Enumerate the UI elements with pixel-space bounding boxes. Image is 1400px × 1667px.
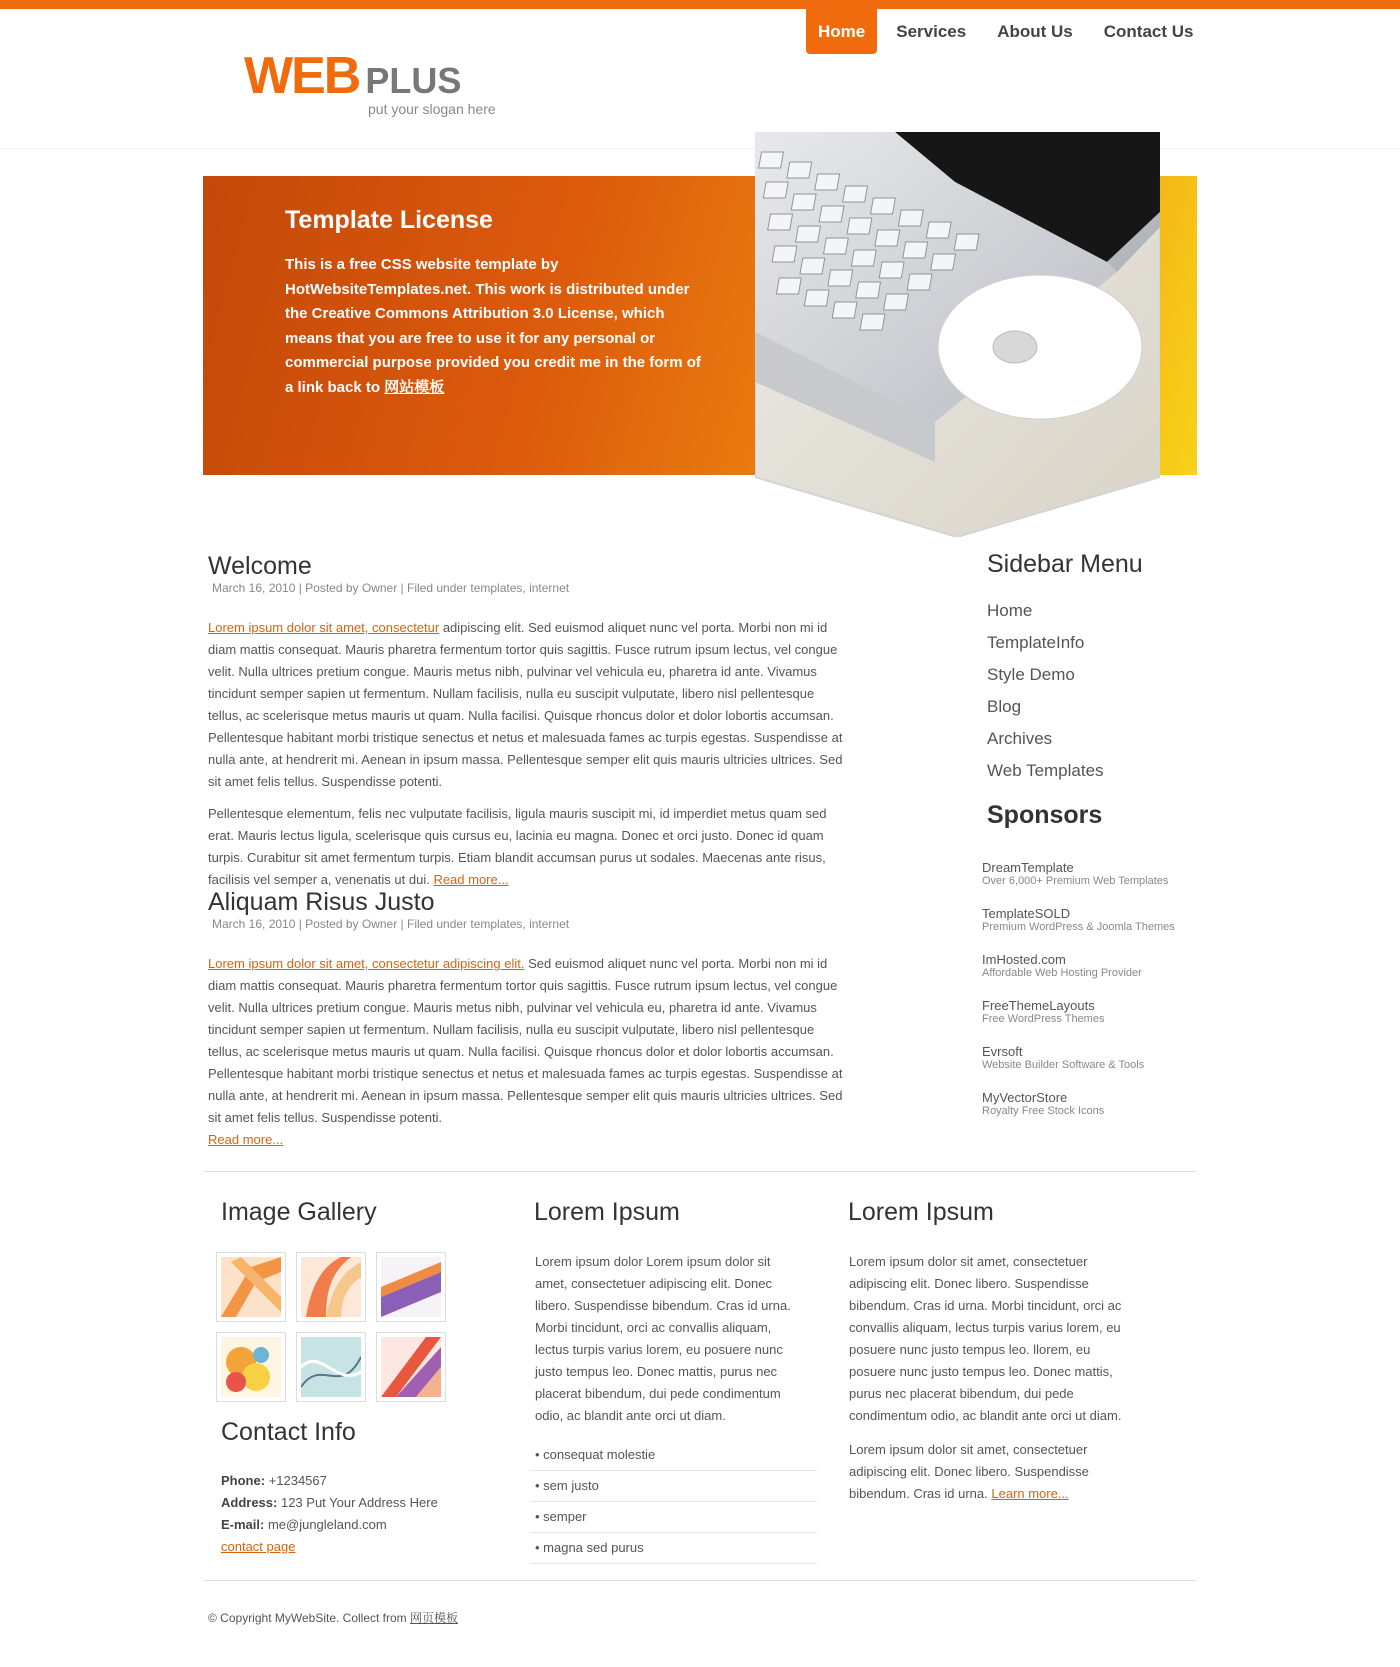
- contact-info: [221, 1470, 438, 1558]
- sponsor-desc: Over 6,000+ Premium Web Templates: [982, 875, 1169, 887]
- post-body: [208, 953, 848, 1151]
- contact-title: Contact Info: [221, 1418, 356, 1446]
- footer-divider: [203, 1580, 1197, 1581]
- sponsor-item[interactable]: [982, 906, 1207, 933]
- post-lead-link[interactable]: Lorem ipsum dolor sit amet, consectetur adipiscing elit.: [208, 956, 525, 971]
- contact-address: [221, 1492, 438, 1514]
- sponsor-desc: Royalty Free Stock Icons: [982, 1105, 1105, 1117]
- sponsor-desc: Free WordPress Themes: [982, 1013, 1105, 1025]
- learn-more-link[interactable]: Learn more...: [991, 1486, 1069, 1501]
- col3-text-2: [849, 1439, 1134, 1505]
- post-paragraph: [208, 953, 848, 1129]
- logo-plus-text: PLUS: [365, 60, 462, 101]
- post-body: [208, 617, 848, 891]
- sponsor-desc: Affordable Web Hosting Provider: [982, 967, 1142, 979]
- banner-title: Template License: [285, 206, 493, 234]
- top-accent-bar: [0, 0, 1400, 9]
- sidebar-item-templateinfo[interactable]: TemplateInfo: [987, 633, 1085, 652]
- nav-services[interactable]: Services: [896, 21, 967, 41]
- gallery-thumb[interactable]: [296, 1332, 366, 1402]
- gallery-thumb[interactable]: [376, 1252, 446, 1322]
- post-meta: March 16, 2010 | Posted by Owner | Filed under templates, internet: [212, 917, 570, 931]
- header-divider: [0, 148, 1400, 149]
- post-paragraph: [208, 803, 848, 891]
- phone-label: Phone:: [221, 1473, 266, 1488]
- sidebar-item-style-demo[interactable]: Style Demo: [987, 665, 1075, 684]
- col2-bullet-list: [530, 1440, 817, 1564]
- sponsor-name[interactable]: Evrsoft: [982, 1044, 1023, 1059]
- address-label: Address:: [221, 1495, 278, 1510]
- content-divider: [203, 1171, 1197, 1172]
- logo-web-text: WEB: [244, 47, 360, 105]
- sponsor-item[interactable]: [982, 952, 1207, 979]
- nav-home[interactable]: Home: [806, 9, 877, 54]
- email-value[interactable]: me@jungleland.com: [264, 1517, 387, 1532]
- gallery-title: Image Gallery: [221, 1198, 377, 1226]
- sponsor-name[interactable]: TemplateSOLD: [982, 906, 1071, 921]
- post-meta: March 16, 2010 | Posted by Owner | Filed under templates, internet: [212, 581, 570, 595]
- sponsor-desc: Website Builder Software & Tools: [982, 1059, 1145, 1071]
- col3-text-body: Lorem ipsum dolor sit amet, consectetuer adipiscing elit. Donec libero. Suspendisse bibendum. Cras id urna.: [849, 1442, 1089, 1501]
- col3-text: Lorem ipsum dolor sit amet, consectetuer adipiscing elit. Donec libero. Suspendisse bibendum. Cras id urna. Morbi tincidunt, orci ac convallis aliquam, lectus turpis varius lorem, eu posuere nunc justo tempus leo. llorem, eu posuere nunc justo tempus leo. Donec mattis, purus nec placerat bibendum, dui pede condimentum odio, ac blandit ante orci ut diam.: [849, 1254, 1122, 1423]
- post-text: Sed euismod aliquet nunc vel porta. Morbi non mi id diam mattis consequat. Mauris pharetra fermentum tortor quis sagittis. Fusce rutrum ipsum lectus, vel congue velit. Nulla ultrices pretium congue. Mauris metus nibh, pulvinar vel vehicula eu, pharetra id ante. Vivamus tincidunt semper sapien ut fermentum. Nullam facilisis, nulla eu suscipit vulputate, libero nisl pellentesque tellus, ac scelerisque metus mauris ut quam. Nulla facilisi. Quisque rhoncus dolor et dolor lobortis accumsan. Pellentesque habitant morbi tristique senectus et netus et malesuada fames ac turpis egestas. Suspendisse at nulla ante, at hendrerit mi. Aenean in ipsum massa. Pellentesque semper elit quis mauris ultricies ultrices. Sed sit amet felis tellus. Suspendisse potenti.: [208, 956, 843, 1125]
- list-item[interactable]: • magna sed purus: [530, 1533, 817, 1564]
- sidebar-menu: [987, 601, 1207, 793]
- post-aliquam: [208, 888, 848, 1151]
- site-logo[interactable]: [244, 46, 461, 106]
- sidebar-item-archives[interactable]: Archives: [987, 729, 1053, 748]
- post-lead-link[interactable]: Lorem ipsum dolor sit amet, consectetur: [208, 620, 440, 635]
- post-welcome: [208, 552, 848, 901]
- sidebar-item-web-templates[interactable]: Web Templates: [987, 761, 1104, 780]
- gallery-thumb[interactable]: [216, 1252, 286, 1322]
- col3-title: Lorem Ipsum: [848, 1198, 994, 1226]
- copyright-text: © Copyright MyWebSite. Collect from: [208, 1611, 411, 1625]
- sponsor-name[interactable]: ImHosted.com: [982, 952, 1066, 967]
- sponsor-list: [982, 860, 1207, 1117]
- nav-about-us[interactable]: About Us: [997, 21, 1073, 41]
- post-text: Pellentesque elementum, felis nec vulputate facilisis, ligula mauris suscipit mi, id imperdiet metus quam sed erat. Mauris lectus ligula, scelerisque quis cursus eu, lacinia eu magna. Donec et orci justo. Donec id quam turpis. Curabitur sit amet fermentum turpis. Etiam blandit accumsan purus ut sodales. Maecenas ante risus, facilisis vel semper a, venenatis ut dui.: [208, 806, 827, 887]
- sponsor-name[interactable]: FreeThemeLayouts: [982, 998, 1095, 1013]
- list-item[interactable]: • consequat molestie: [530, 1440, 817, 1471]
- post-text: adipiscing elit. Sed euismod aliquet nunc vel porta. Morbi non mi id diam mattis consequat. Mauris pharetra fermentum tortor quis sagittis. Fusce rutrum ipsum lectus, vel congue velit. Nulla ultrices pretium congue. Mauris metus nibh, pulvinar vel vehicula eu, pharetra id ante. Vivamus tincidunt semper sapien ut fermentum. Nullam facilisis, nulla eu suscipit vulputate, libero nisl pellentesque tellus, ac scelerisque metus mauris ut quam. Nulla facilisi. Quisque rhoncus dolor et dolor lobortis accumsan. Pellentesque habitant morbi tristique senectus et netus et malesuada fames ac turpis egestas. Suspendisse at nulla ante, at hendrerit mi. Aenean in ipsum massa. Pellentesque semper elit quis mauris ultricies ultrices. Sed sit amet felis tellus. Suspendisse potenti.: [208, 620, 843, 789]
- banner-link[interactable]: 网站模板: [384, 378, 445, 396]
- gallery-thumb[interactable]: [376, 1332, 446, 1402]
- address-value: 123 Put Your Address Here: [277, 1495, 438, 1510]
- sponsor-desc: Premium WordPress & Joomla Themes: [982, 921, 1175, 933]
- nav-contact-us[interactable]: Contact Us: [1103, 21, 1194, 41]
- banner-text: [285, 253, 705, 401]
- sponsor-item[interactable]: [982, 860, 1207, 887]
- laptop-image: [755, 132, 1160, 537]
- read-more-link[interactable]: Read more...: [208, 1132, 284, 1147]
- sponsors-title: Sponsors: [987, 801, 1103, 829]
- list-item[interactable]: • semper: [530, 1502, 817, 1533]
- post-paragraph: [208, 617, 848, 793]
- sidebar-item-home[interactable]: Home: [987, 601, 1033, 620]
- sponsor-name[interactable]: MyVectorStore: [982, 1090, 1068, 1105]
- sponsor-item[interactable]: [982, 998, 1207, 1025]
- banner-body: This is a free CSS website template by HotWebsiteTemplates.net. This work is distributed under the Creative Commons Attribution 3.0 License, which means that you are free to use it for any personal or commercial purpose provided you credit me in the form of a link back to: [285, 256, 701, 396]
- sponsor-item[interactable]: [982, 1090, 1207, 1117]
- gallery-thumb[interactable]: [296, 1252, 366, 1322]
- copyright: [208, 1609, 458, 1626]
- post-title[interactable]: Aliquam Risus Justo: [208, 888, 435, 916]
- col2-title: Lorem Ipsum: [534, 1198, 680, 1226]
- copyright-link[interactable]: 网页模板: [410, 1611, 459, 1625]
- sponsor-item[interactable]: [982, 1044, 1207, 1071]
- post-title[interactable]: Welcome: [208, 552, 312, 580]
- contact-phone: [221, 1470, 438, 1492]
- email-label: E-mail:: [221, 1517, 265, 1532]
- read-more-link[interactable]: Read more...: [433, 872, 509, 887]
- gallery-thumb[interactable]: [216, 1332, 286, 1402]
- main-nav: [806, 9, 1212, 54]
- col2-text: Lorem ipsum dolor Lorem ipsum dolor sit amet, consectetuer adipiscing elit. Donec libero. Suspendisse bibendum. Cras id urna. Morbi tincidunt, orci ac convallis aliquam, lectus turpis varius lorem, eu posuere nunc justo tempus leo. Donec mattis, purus nec placerat bibendum, dui pede condimentum odio, ac blandit ante orci ut diam.: [535, 1254, 791, 1423]
- sidebar-title: Sidebar Menu: [987, 550, 1143, 578]
- contact-email: [221, 1514, 438, 1536]
- contact-page-link[interactable]: contact page: [221, 1539, 296, 1554]
- list-item[interactable]: • sem justo: [530, 1471, 817, 1502]
- site-slogan: put your slogan here: [368, 101, 496, 117]
- phone-value: +1234567: [265, 1473, 327, 1488]
- sidebar-item-blog[interactable]: Blog: [987, 697, 1022, 716]
- image-gallery: [216, 1252, 448, 1402]
- sponsor-name[interactable]: DreamTemplate: [982, 860, 1074, 875]
- sidebar: [982, 550, 1207, 1136]
